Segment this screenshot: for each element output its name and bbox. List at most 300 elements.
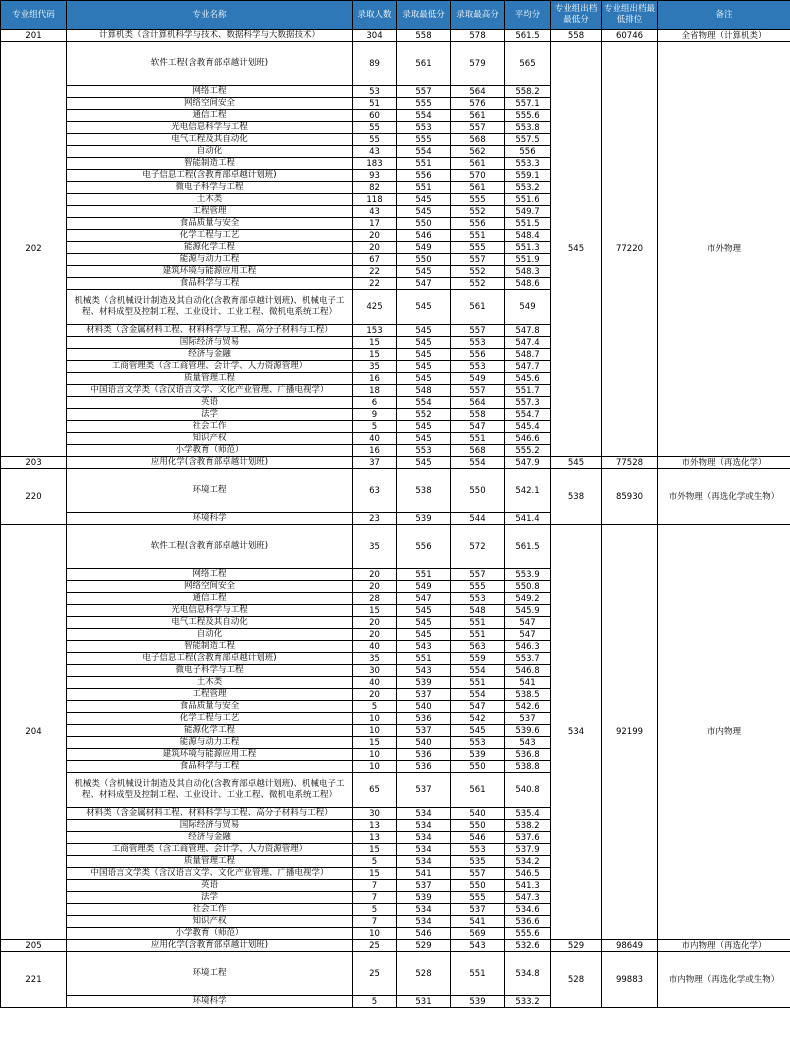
admitted-count-cell: 10 (353, 928, 397, 940)
major-name-cell: 食品科学与工程 (67, 761, 353, 773)
major-name-cell: 英语 (67, 397, 353, 409)
min-score-cell: 534 (397, 856, 451, 868)
major-name-cell: 能源与动力工程 (67, 737, 353, 749)
max-score-cell: 553 (451, 844, 505, 856)
min-score-cell: 548 (397, 385, 451, 397)
min-score-cell: 537 (397, 689, 451, 701)
min-score-cell: 540 (397, 701, 451, 713)
min-score-cell: 545 (397, 433, 451, 445)
min-score-cell: 551 (397, 158, 451, 170)
admitted-count-cell: 22 (353, 278, 397, 290)
admitted-count-cell: 40 (353, 641, 397, 653)
max-score-cell: 556 (451, 349, 505, 361)
min-score-cell: 552 (397, 409, 451, 421)
avg-score-cell: 555.6 (505, 928, 551, 940)
admitted-count-cell: 82 (353, 182, 397, 194)
major-name-cell: 环境工程 (67, 469, 353, 513)
admitted-count-cell: 13 (353, 820, 397, 832)
max-score-cell: 551 (451, 433, 505, 445)
major-name-cell: 建筑环境与能源应用工程 (67, 749, 353, 761)
group-min-score-cell: 529 (551, 940, 602, 952)
min-score-cell: 551 (397, 653, 451, 665)
max-score-cell: 553 (451, 737, 505, 749)
admitted-count-cell: 20 (353, 689, 397, 701)
min-score-cell: 545 (397, 266, 451, 278)
avg-score-cell: 549.2 (505, 593, 551, 605)
admitted-count-cell: 40 (353, 677, 397, 689)
max-score-cell: 547 (451, 701, 505, 713)
major-name-cell: 法学 (67, 409, 353, 421)
avg-score-cell: 536.8 (505, 749, 551, 761)
table-row (1, 525, 790, 569)
table-row (1, 457, 790, 469)
admitted-count-cell: 30 (353, 808, 397, 820)
admitted-count-cell: 93 (353, 170, 397, 182)
group-code-cell: 221 (1, 952, 67, 1008)
min-score-cell: 551 (397, 182, 451, 194)
max-score-cell: 537 (451, 904, 505, 916)
major-name-cell: 能源化学工程 (67, 725, 353, 737)
note-cell: 全省物理（计算机类） (658, 30, 790, 42)
group-min-rank-cell: 99883 (602, 952, 658, 1008)
group-code-cell: 204 (1, 525, 67, 940)
avg-score-cell: 549.7 (505, 206, 551, 218)
admitted-count-cell: 20 (353, 242, 397, 254)
min-score-cell: 545 (397, 349, 451, 361)
max-score-cell: 557 (451, 325, 505, 337)
admitted-count-cell: 89 (353, 42, 397, 86)
major-name-cell: 工程管理 (67, 689, 353, 701)
min-score-cell: 534 (397, 904, 451, 916)
min-score-cell: 557 (397, 86, 451, 98)
avg-score-cell: 546.6 (505, 433, 551, 445)
max-score-cell: 551 (451, 230, 505, 242)
min-score-cell: 547 (397, 278, 451, 290)
max-score-cell: 554 (451, 665, 505, 677)
avg-score-cell: 555.2 (505, 445, 551, 457)
major-name-cell: 计算机类（含计算机科学与技术、数据科学与大数据技术） (67, 30, 353, 42)
major-name-cell: 质量管理工程 (67, 856, 353, 868)
major-name-cell: 建筑环境与能源应用工程 (67, 266, 353, 278)
max-score-cell: 578 (451, 30, 505, 42)
avg-score-cell: 546.8 (505, 665, 551, 677)
major-name-cell: 软件工程(含教育部卓越计划班) (67, 525, 353, 569)
avg-score-cell: 532.6 (505, 940, 551, 952)
group-min-rank-cell: 77528 (602, 457, 658, 469)
max-score-cell: 546 (451, 832, 505, 844)
major-name-cell: 经济与金融 (67, 349, 353, 361)
group-min-score-cell: 558 (551, 30, 602, 42)
avg-score-cell: 561.5 (505, 30, 551, 42)
admitted-count-cell: 6 (353, 397, 397, 409)
major-name-cell: 质量管理工程 (67, 373, 353, 385)
admitted-count-cell: 5 (353, 421, 397, 433)
header-row (1, 1, 790, 30)
group-code-cell: 205 (1, 940, 67, 952)
header-group-code: 专业组代码 (1, 1, 67, 30)
avg-score-cell: 553.2 (505, 182, 551, 194)
min-score-cell: 545 (397, 373, 451, 385)
note-cell: 市外物理 (658, 42, 790, 457)
admitted-count-cell: 65 (353, 773, 397, 808)
max-score-cell: 543 (451, 940, 505, 952)
avg-score-cell: 556 (505, 146, 551, 158)
major-name-cell: 工商管理类（含工商管理、会计学、人力资源管理） (67, 844, 353, 856)
min-score-cell: 534 (397, 808, 451, 820)
major-name-cell: 工商管理类（含工商管理、会计学、人力资源管理） (67, 361, 353, 373)
max-score-cell: 542 (451, 713, 505, 725)
min-score-cell: 558 (397, 30, 451, 42)
major-name-cell: 智能制造工程 (67, 158, 353, 170)
min-score-cell: 545 (397, 325, 451, 337)
avg-score-cell: 561.5 (505, 525, 551, 569)
admitted-count-cell: 5 (353, 856, 397, 868)
max-score-cell: 544 (451, 513, 505, 525)
major-name-cell: 国际经济与贸易 (67, 337, 353, 349)
max-score-cell: 550 (451, 469, 505, 513)
avg-score-cell: 548.6 (505, 278, 551, 290)
major-name-cell: 应用化学(含教育部卓越计划班) (67, 940, 353, 952)
major-name-cell: 光电信息科学与工程 (67, 605, 353, 617)
min-score-cell: 545 (397, 457, 451, 469)
max-score-cell: 549 (451, 373, 505, 385)
avg-score-cell: 558.2 (505, 86, 551, 98)
admitted-count-cell: 16 (353, 373, 397, 385)
max-score-cell: 552 (451, 266, 505, 278)
avg-score-cell: 551.3 (505, 242, 551, 254)
note-cell: 市外物理（再选化学或生物） (658, 469, 790, 525)
admitted-count-cell: 425 (353, 290, 397, 325)
min-score-cell: 529 (397, 940, 451, 952)
max-score-cell: 556 (451, 218, 505, 230)
min-score-cell: 539 (397, 677, 451, 689)
admitted-count-cell: 25 (353, 952, 397, 996)
min-score-cell: 536 (397, 761, 451, 773)
max-score-cell: 557 (451, 122, 505, 134)
table-body (1, 30, 790, 1008)
avg-score-cell: 543 (505, 737, 551, 749)
group-min-rank-cell: 98649 (602, 940, 658, 952)
avg-score-cell: 549 (505, 290, 551, 325)
major-name-cell: 工程管理 (67, 206, 353, 218)
header-max-score: 录取最高分 (451, 1, 505, 30)
avg-score-cell: 553.9 (505, 569, 551, 581)
major-name-cell: 网络工程 (67, 569, 353, 581)
admitted-count-cell: 25 (353, 940, 397, 952)
major-name-cell: 电气工程及其自动化 (67, 134, 353, 146)
min-score-cell: 545 (397, 194, 451, 206)
major-name-cell: 小学教育（师范） (67, 928, 353, 940)
avg-score-cell: 541 (505, 677, 551, 689)
major-name-cell: 通信工程 (67, 110, 353, 122)
min-score-cell: 545 (397, 605, 451, 617)
table-row (1, 952, 790, 996)
admitted-count-cell: 17 (353, 218, 397, 230)
max-score-cell: 564 (451, 86, 505, 98)
avg-score-cell: 548.4 (505, 230, 551, 242)
avg-score-cell: 536.6 (505, 916, 551, 928)
major-name-cell: 中国语言文学类（含汉语言文学、文化产业管理、广播电视学） (67, 385, 353, 397)
avg-score-cell: 537 (505, 713, 551, 725)
group-min-rank-cell: 85930 (602, 469, 658, 525)
admitted-count-cell: 10 (353, 725, 397, 737)
min-score-cell: 545 (397, 206, 451, 218)
group-code-cell: 203 (1, 457, 67, 469)
admitted-count-cell: 5 (353, 701, 397, 713)
admitted-count-cell: 20 (353, 569, 397, 581)
min-score-cell: 541 (397, 868, 451, 880)
min-score-cell: 555 (397, 134, 451, 146)
admitted-count-cell: 15 (353, 844, 397, 856)
max-score-cell: 572 (451, 525, 505, 569)
admitted-count-cell: 30 (353, 665, 397, 677)
group-min-score-cell: 528 (551, 952, 602, 1008)
major-name-cell: 自动化 (67, 146, 353, 158)
admitted-count-cell: 304 (353, 30, 397, 42)
avg-score-cell: 551.7 (505, 385, 551, 397)
admitted-count-cell: 20 (353, 629, 397, 641)
major-name-cell: 知识产权 (67, 433, 353, 445)
min-score-cell: 545 (397, 617, 451, 629)
admitted-count-cell: 28 (353, 593, 397, 605)
admitted-count-cell: 10 (353, 749, 397, 761)
max-score-cell: 570 (451, 170, 505, 182)
admitted-count-cell: 13 (353, 832, 397, 844)
major-name-cell: 应用化学(含教育部卓越计划班) (67, 457, 353, 469)
admitted-count-cell: 5 (353, 904, 397, 916)
admitted-count-cell: 20 (353, 581, 397, 593)
major-name-cell: 机械类（含机械设计制造及其自动化(含教育部卓越计划班)、机械电子工程、材料成型及控制工程、工业设计、工业工程、微机电系统工程） (67, 773, 353, 808)
admitted-count-cell: 10 (353, 761, 397, 773)
min-score-cell: 528 (397, 952, 451, 996)
avg-score-cell: 553.7 (505, 653, 551, 665)
admitted-count-cell: 35 (353, 361, 397, 373)
admitted-count-cell: 67 (353, 254, 397, 266)
major-name-cell: 微电子科学与工程 (67, 182, 353, 194)
avg-score-cell: 547.4 (505, 337, 551, 349)
max-score-cell: 551 (451, 617, 505, 629)
min-score-cell: 547 (397, 593, 451, 605)
max-score-cell: 562 (451, 146, 505, 158)
max-score-cell: 557 (451, 868, 505, 880)
min-score-cell: 555 (397, 98, 451, 110)
max-score-cell: 554 (451, 457, 505, 469)
avg-score-cell: 547.8 (505, 325, 551, 337)
major-name-cell: 食品科学与工程 (67, 278, 353, 290)
header-note: 备注 (658, 1, 790, 30)
max-score-cell: 579 (451, 42, 505, 86)
major-name-cell: 网络空间安全 (67, 98, 353, 110)
admitted-count-cell: 53 (353, 86, 397, 98)
max-score-cell: 545 (451, 725, 505, 737)
major-name-cell: 小学教育（师范） (67, 445, 353, 457)
major-name-cell: 电子信息工程(含教育部卓越计划班) (67, 653, 353, 665)
admitted-count-cell: 15 (353, 868, 397, 880)
min-score-cell: 553 (397, 122, 451, 134)
max-score-cell: 564 (451, 397, 505, 409)
avg-score-cell: 557.3 (505, 397, 551, 409)
min-score-cell: 549 (397, 581, 451, 593)
min-score-cell: 550 (397, 254, 451, 266)
min-score-cell: 554 (397, 110, 451, 122)
admitted-count-cell: 15 (353, 337, 397, 349)
admitted-count-cell: 9 (353, 409, 397, 421)
header-avg-score: 平均分 (505, 1, 551, 30)
avg-score-cell: 545.4 (505, 421, 551, 433)
min-score-cell: 545 (397, 337, 451, 349)
max-score-cell: 576 (451, 98, 505, 110)
header-major-name: 专业名称 (67, 1, 353, 30)
max-score-cell: 541 (451, 916, 505, 928)
min-score-cell: 537 (397, 880, 451, 892)
table-row (1, 940, 790, 952)
major-name-cell: 土木类 (67, 194, 353, 206)
avg-score-cell: 551.6 (505, 194, 551, 206)
major-name-cell: 国际经济与贸易 (67, 820, 353, 832)
max-score-cell: 568 (451, 445, 505, 457)
max-score-cell: 569 (451, 928, 505, 940)
max-score-cell: 561 (451, 110, 505, 122)
admitted-count-cell: 16 (353, 445, 397, 457)
admitted-count-cell: 23 (353, 513, 397, 525)
avg-score-cell: 534.2 (505, 856, 551, 868)
max-score-cell: 558 (451, 409, 505, 421)
min-score-cell: 546 (397, 928, 451, 940)
admitted-count-cell: 55 (353, 134, 397, 146)
header-group-min-rank: 专业组出档最低排位 (602, 1, 658, 30)
max-score-cell: 553 (451, 361, 505, 373)
avg-score-cell: 553.8 (505, 122, 551, 134)
admitted-count-cell: 5 (353, 996, 397, 1008)
group-min-score-cell: 538 (551, 469, 602, 525)
major-name-cell: 知识产权 (67, 916, 353, 928)
avg-score-cell: 538.2 (505, 820, 551, 832)
max-score-cell: 555 (451, 581, 505, 593)
note-cell: 市内物理（再选化学） (658, 940, 790, 952)
admitted-count-cell: 7 (353, 880, 397, 892)
min-score-cell: 539 (397, 513, 451, 525)
major-name-cell: 食品质量与安全 (67, 218, 353, 230)
min-score-cell: 531 (397, 996, 451, 1008)
table-row (1, 42, 790, 86)
major-name-cell: 环境科学 (67, 996, 353, 1008)
max-score-cell: 552 (451, 206, 505, 218)
max-score-cell: 539 (451, 749, 505, 761)
min-score-cell: 553 (397, 445, 451, 457)
min-score-cell: 545 (397, 629, 451, 641)
min-score-cell: 561 (397, 42, 451, 86)
admitted-count-cell: 7 (353, 892, 397, 904)
min-score-cell: 554 (397, 397, 451, 409)
avg-score-cell: 533.2 (505, 996, 551, 1008)
major-name-cell: 机械类（含机械设计制造及其自动化(含教育部卓越计划班)、机械电子工程、材料成型及控制工程、工业设计、工业工程、微机电系统工程） (67, 290, 353, 325)
min-score-cell: 540 (397, 737, 451, 749)
admitted-count-cell: 10 (353, 713, 397, 725)
min-score-cell: 534 (397, 916, 451, 928)
group-code-cell: 220 (1, 469, 67, 525)
admitted-count-cell: 20 (353, 617, 397, 629)
group-min-score-cell: 545 (551, 457, 602, 469)
min-score-cell: 556 (397, 170, 451, 182)
table-row (1, 469, 790, 513)
avg-score-cell: 548.7 (505, 349, 551, 361)
major-name-cell: 智能制造工程 (67, 641, 353, 653)
max-score-cell: 553 (451, 593, 505, 605)
avg-score-cell: 539.6 (505, 725, 551, 737)
major-name-cell: 网络空间安全 (67, 581, 353, 593)
avg-score-cell: 534.8 (505, 952, 551, 996)
group-min-score-cell: 534 (551, 525, 602, 940)
admitted-count-cell: 43 (353, 146, 397, 158)
group-min-rank-cell: 77220 (602, 42, 658, 457)
min-score-cell: 534 (397, 820, 451, 832)
max-score-cell: 555 (451, 892, 505, 904)
major-name-cell: 法学 (67, 892, 353, 904)
max-score-cell: 552 (451, 278, 505, 290)
major-name-cell: 光电信息科学与工程 (67, 122, 353, 134)
major-name-cell: 能源与动力工程 (67, 254, 353, 266)
major-name-cell: 食品质量与安全 (67, 701, 353, 713)
major-name-cell: 电气工程及其自动化 (67, 617, 353, 629)
header-admitted-count: 录取人数 (353, 1, 397, 30)
group-code-cell: 202 (1, 42, 67, 457)
max-score-cell: 551 (451, 629, 505, 641)
min-score-cell: 534 (397, 832, 451, 844)
major-name-cell: 材料类（含金属材料工程、材料科学与工程、高分子材料与工程） (67, 808, 353, 820)
admitted-count-cell: 18 (353, 385, 397, 397)
admitted-count-cell: 37 (353, 457, 397, 469)
major-name-cell: 材料类（含金属材料工程、材料科学与工程、高分子材料与工程） (67, 325, 353, 337)
min-score-cell: 556 (397, 525, 451, 569)
max-score-cell: 559 (451, 653, 505, 665)
avg-score-cell: 550.8 (505, 581, 551, 593)
major-name-cell: 土木类 (67, 677, 353, 689)
min-score-cell: 536 (397, 713, 451, 725)
admitted-count-cell: 22 (353, 266, 397, 278)
major-name-cell: 化学工程与工艺 (67, 713, 353, 725)
avg-score-cell: 547 (505, 629, 551, 641)
min-score-cell: 537 (397, 725, 451, 737)
avg-score-cell: 565 (505, 42, 551, 86)
max-score-cell: 561 (451, 290, 505, 325)
avg-score-cell: 557.1 (505, 98, 551, 110)
major-name-cell: 社会工作 (67, 904, 353, 916)
major-name-cell: 微电子科学与工程 (67, 665, 353, 677)
avg-score-cell: 548.3 (505, 266, 551, 278)
admitted-count-cell: 153 (353, 325, 397, 337)
group-min-rank-cell: 92199 (602, 525, 658, 940)
max-score-cell: 557 (451, 569, 505, 581)
header-group-min-score: 专业组出档最低分 (551, 1, 602, 30)
max-score-cell: 551 (451, 677, 505, 689)
avg-score-cell: 551.9 (505, 254, 551, 266)
min-score-cell: 545 (397, 421, 451, 433)
admitted-count-cell: 60 (353, 110, 397, 122)
group-code-cell: 201 (1, 30, 67, 42)
avg-score-cell: 540.8 (505, 773, 551, 808)
max-score-cell: 553 (451, 337, 505, 349)
major-name-cell: 电子信息工程(含教育部卓越计划班) (67, 170, 353, 182)
max-score-cell: 561 (451, 773, 505, 808)
min-score-cell: 550 (397, 218, 451, 230)
max-score-cell: 551 (451, 952, 505, 996)
group-min-rank-cell: 60746 (602, 30, 658, 42)
min-score-cell: 537 (397, 773, 451, 808)
max-score-cell: 555 (451, 242, 505, 254)
admitted-count-cell: 118 (353, 194, 397, 206)
major-name-cell: 通信工程 (67, 593, 353, 605)
max-score-cell: 550 (451, 880, 505, 892)
